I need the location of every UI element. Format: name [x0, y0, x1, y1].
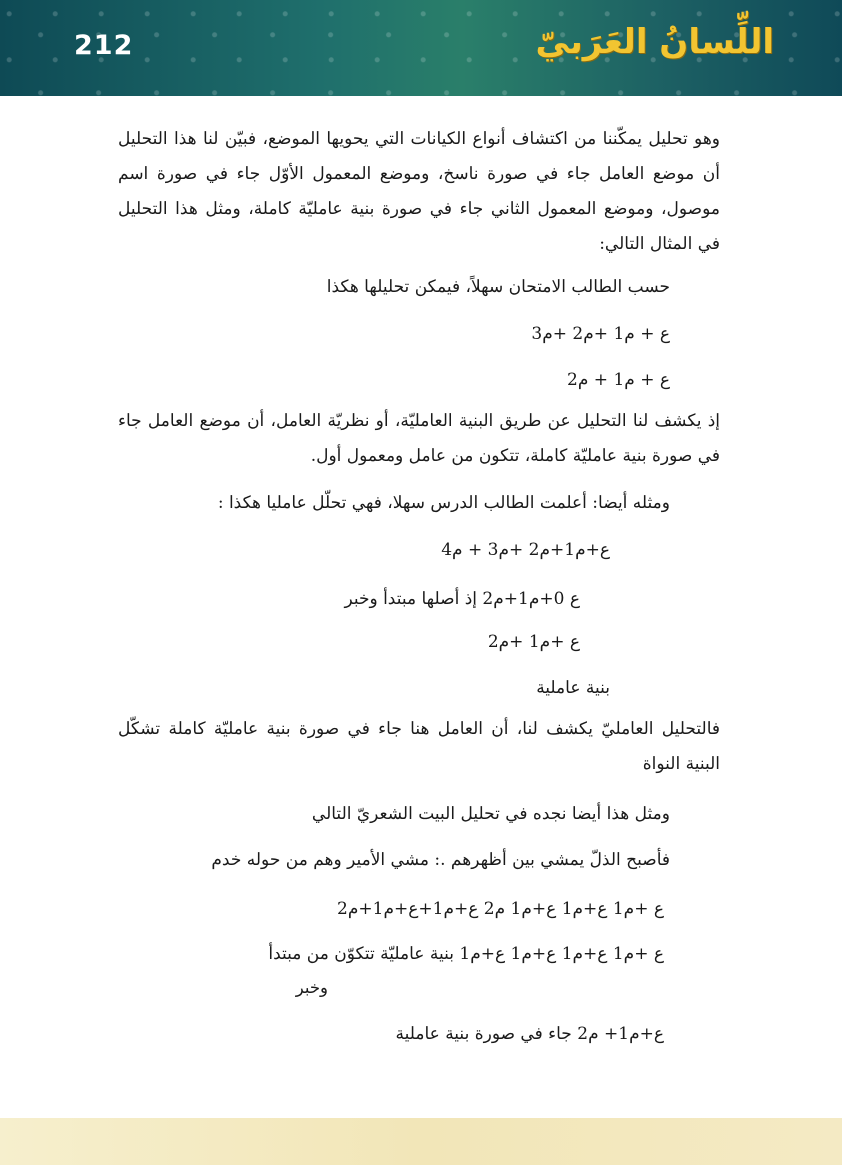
example2-analysis-line2: ع 0+م1+م2 إذ أصلها مبتدأ وخبر: [344, 589, 580, 609]
article-body: [118, 122, 720, 262]
paragraph-3: فالتحليل العامليّ يكشف لنا، أن العامل هنا جاء في صورة بنية عامليّة كاملة تشكّل البنية النواة: [118, 719, 720, 774]
page-footer-band: [0, 1118, 842, 1165]
example2-sentence: ومثله أيضا: أعلمت الطالب الدرس سهلا، فهي تحلّل عامليا هكذا :: [217, 493, 670, 513]
paragraph-3-block: [118, 712, 720, 782]
journal-logo: اللِّسانُ العَرَبيّ: [535, 22, 774, 62]
example3-analysis-line2-tail: وخبر: [295, 978, 328, 997]
example2-label: بنية عاملية: [536, 678, 610, 698]
poem-verse: فأصبح الذلّ يمشي بين أظهرهم .: مشي الأمير وهم من حوله خدم: [211, 850, 670, 870]
paragraph-2: إذ يكشف لنا التحليل عن طريق البنية العامليّة، أو نظريّة العامل، أن موضع العامل جاء في صورة بنية عامليّة كاملة، تتكون من عامل ومعمول أول.: [118, 411, 720, 466]
example3-analysis-line2: ع +م1 ع+م1 ع+م1 ع+م1 بنية عامليّة تتكوّن من مبتدأ: [268, 944, 664, 964]
page-header: [0, 0, 842, 96]
example1-analysis-line1: ع + م1 +م2 +م3: [531, 324, 670, 344]
example2-analysis-line1: ع+م1+م2 +م3 + م4: [441, 540, 610, 560]
example1-sentence: حسب الطالب الامتحان سهلاً، فيمكن تحليلها هكذا: [326, 277, 670, 297]
page-number: 212: [74, 30, 134, 61]
example2-analysis-line3: ع +م1 +م2: [487, 632, 580, 652]
intro-paragraph: وهو تحليل يمكّننا من اكتشاف أنواع الكيانات التي يحويها الموضع، فبيّن لنا هذا التحليل أن موضع العامل جاء في صورة ناسخ، وموضع المعمول الأوّل جاء في صورة اسم موصول، وموضع المعمول الثاني جاء في صورة بنية عامليّة كاملة، ومثل هذا التحليل في المثال التالي:: [118, 129, 720, 254]
example3-analysis-line1: ع +م1 ع+م1 ع+م1 م2 ع+م1+ع+م1+م2: [337, 899, 664, 919]
example3-analysis-line3: ع+م1+ م2 جاء في صورة بنية عاملية: [395, 1024, 664, 1044]
example3-intro: ومثل هذا أيضا نجده في تحليل البيت الشعريّ التالي: [311, 804, 670, 824]
example1-analysis-line2: ع + م1 + م2: [567, 370, 670, 390]
paragraph-2-block: [118, 404, 720, 474]
